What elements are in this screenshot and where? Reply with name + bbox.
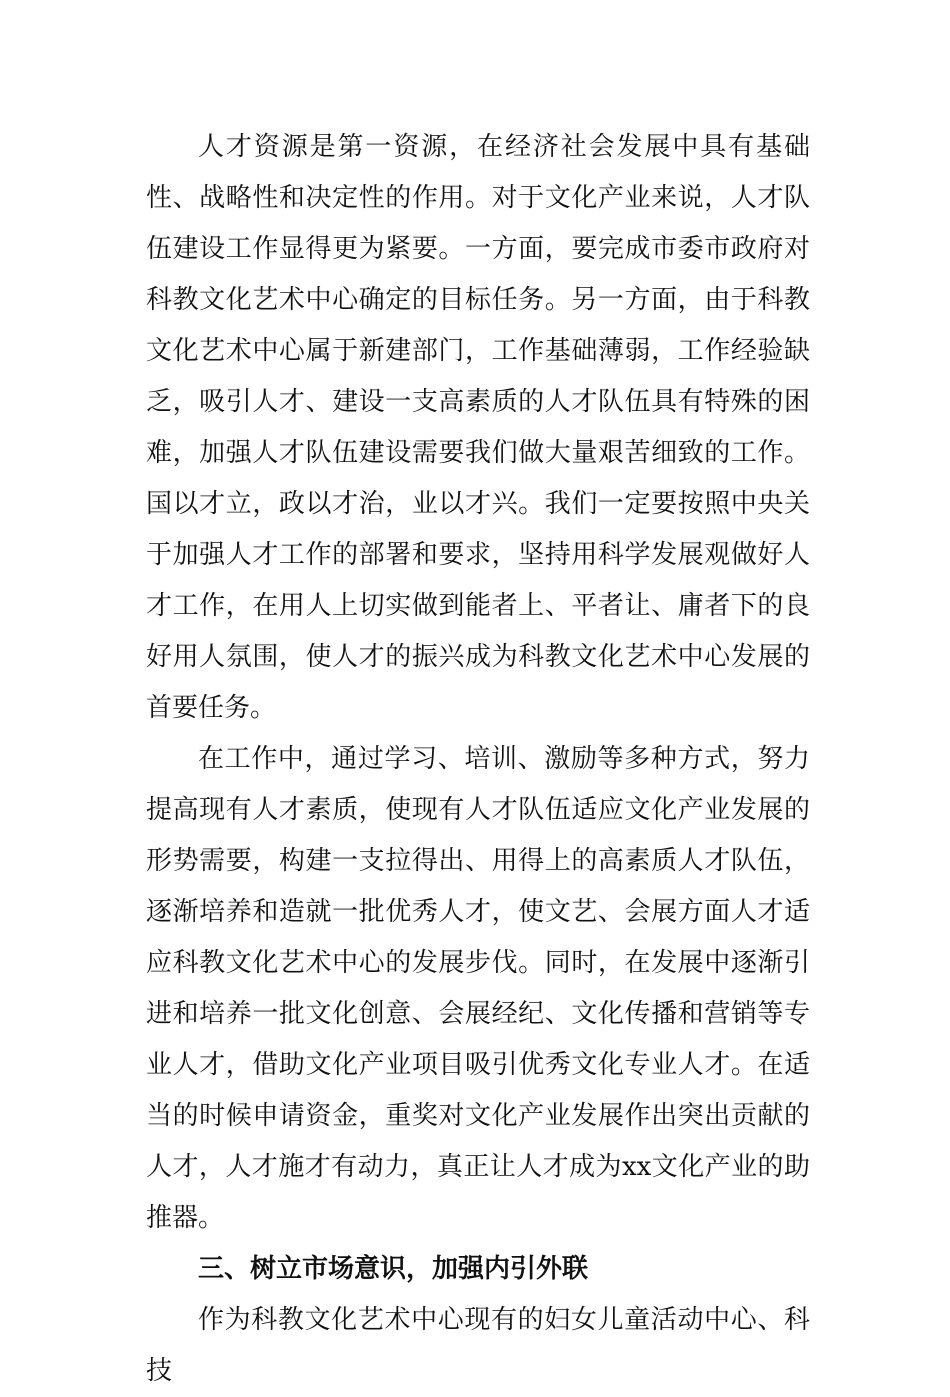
section-heading: 三、树立市场意识，加强内引外联 [198,1254,589,1284]
paragraph-continuation: 作为科教文化艺术中心现有的妇女儿童活动中心、科技 [146,1305,810,1386]
document-body [146,122,810,1397]
paragraph-work-methods: 在工作中，通过学习、培训、激励等多种方式，努力提高现有人才素质，使现有人才队伍适应文化产业发展的形势需要，构建一支拉得出、用得上的高素质人才队伍，逐渐培养和造就一批优秀人才，使文艺、会展方面人才适应科教文化艺术中心的发展步伐。同时，在发展中逐渐引进和培养一批文化创意、会展经纪、文化传播和营销等专业人才，借助文化产业项目吸引优秀文化专业人才。在适当的时候申请资金，重奖对文化产业发展作出突出贡献的人才，人才施才有动力，真正让人才成为xx文化产业的助推器。 [146,744,810,1233]
paragraph-talent-resources: 人才资源是第一资源，在经济社会发展中具有基础性、战略性和决定性的作用。对于文化产业来说，人才队伍建设工作显得更为紧要。一方面，要完成市委市政府对科教文化艺术中心确定的目标任务。另一方面，由于科教文化艺术中心属于新建部门，工作基础薄弱，工作经验缺乏，吸引人才、建设一支高素质的人才队伍具有特殊的困难，加强人才队伍建设需要我们做大量艰苦细致的工作。国以才立，政以才治，业以才兴。我们一定要按照中央关于加强人才工作的部署和要求，坚持用科学发展观做好人才工作，在用人上切实做到能者上、平者让、庸者下的良好用人氛围，使人才的振兴成为科教文化艺术中心发展的首要任务。 [146,132,810,723]
